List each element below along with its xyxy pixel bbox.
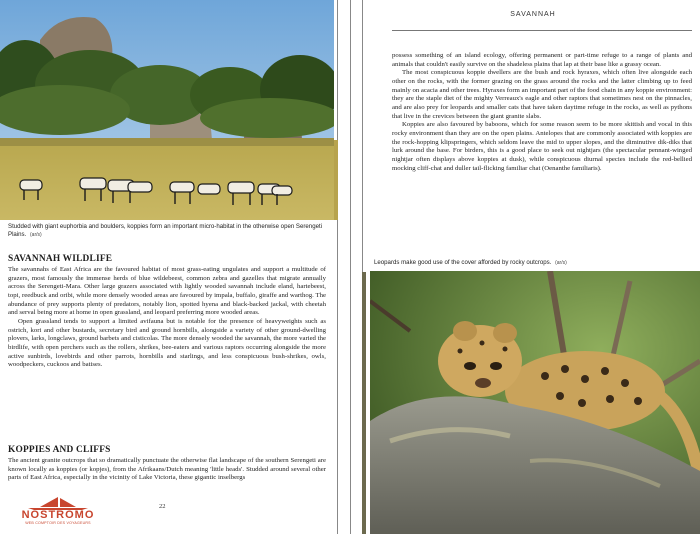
savannah-koppie-photo: [0, 0, 334, 220]
paragraph: Open grassland tends to support a limited avifauna but is notable for the presence of heavyweights such as ostrich, kori and other bustards, secretary bird and ground hornbills, alongside a variety of other ground-dwelling plovers, larks, longclaws, ground barbets and cisticolas. The more densely wooded the savannah, the more varied the birdlife, with open perchers such as the rollers, shrikes, bee-eaters and various raptors occurring alongside the more active sunbirds, lovebirds and other parrots, hornbills and starlings, and less conspicuous bush-shrikes, owls, woodpeckers, cuckoos and batises.: [8, 317, 326, 369]
section-heading-savannah-wildlife: SAVANNAH WILDLIFE: [8, 254, 113, 264]
logo-name: NOSTROMO: [21, 509, 95, 521]
book-gutter: [334, 0, 366, 534]
paragraph: possess something of an island ecology, offering permanent or part-time refuge to a range of plants and animals that couldn't easily survive on the shadeless plains that lap at their base like a grassy ocean.: [392, 52, 692, 68]
header-rule: [392, 30, 692, 31]
paragraph: The ancient granite outcrops that so dramatically punctuate the otherwise flat landscape of the southern Serengeti are known locally as koppies (or kopjes), from the Afrikaans/Dutch meaning 'little heads'. Studded around several other parts of East Africa, especially in the vicinity of Lake Victoria, these gigantic inselbergs: [8, 457, 326, 482]
leopard-photo: [370, 271, 700, 534]
section-heading-koppies-and-cliffs: KOPPIES AND CLIFFS: [8, 445, 111, 455]
nostromo-logo: [6, 496, 110, 528]
leopard-on-rock-illustration: [370, 271, 700, 534]
koppies-continued-text: [392, 52, 692, 173]
koppies-text: [8, 457, 326, 483]
paragraph: The most conspicuous koppie dwellers are the bush and rock hyraxes, which often live alongside each other on the rocks, with the former grazing on the grass around the rocks and the latter climbing up to feed mainly on acacia and other trees. Hyraxes form an important part of the food chain in any koppie environment: they are the staple diet of the mighty Verreaux's eagle and other raptors that sometimes nest on the pinnacles, and are also prey for leopards and smaller cats that have taken daytime refuge in the rocks, as well as pythons that live in the crevices between the giant granite slabs.: [392, 69, 692, 120]
page-number: 22: [159, 503, 166, 510]
ship-icon: [18, 496, 98, 510]
caption-text: Studded with giant euphorbia and boulders, koppies form an important micro-habitat in the otherwise open Serengeti Plains.: [8, 223, 323, 239]
running-header: SAVANNAH: [510, 11, 556, 18]
paragraph: Koppies are also favoured by baboons, which for some reason seem to be more skittish and vocal in this rocky environment than they are on the open plains. Antelopes that are commonly associated with koppies are the rock-hopping klipspringers, which seldom leave the mid to upper slopes, and the diminutive dik-diks that lurk around the base. For birders, this is a good place to seek out nightjars (the spectacular pennant-winged nightjar often displays above koppies at dusk), while conspicuous diurnal species include the red-bellied mocking cliff-chat and duller tail-flicking familiar chat (Oenanthe familiaris).: [392, 121, 692, 172]
right-page: [366, 0, 700, 534]
logo-tagline: WEB COMPTOIR DES VOYAGEURS: [25, 521, 91, 525]
savannah-koppie-illustration: [0, 0, 334, 220]
savannah-wildlife-text: [8, 266, 326, 370]
photo-credit: (ar/s): [30, 232, 42, 239]
photo-credit: (ar/s): [555, 260, 567, 266]
savannah-photo-caption: [8, 223, 326, 240]
left-page: [0, 0, 334, 534]
caption-text: Leopards make good use of the cover afforded by rocky outcrops.: [374, 259, 552, 266]
paragraph: The savannahs of East Africa are the favoured habitat of most grass-eating ungulates and support a multitude of grazers, most famously the immense herds of blue wildebeest, common zebra and gazelles that migrate annually across the Serengeti-Mara. Other large grazers associated with lightly wooded savannah include eland, hartebeest, topi, reedbuck and oribi, while more densely wooded areas are favoured by impala, buffalo, giraffe and warthog. The abundance of prey supports plenty of predators, notably lion, spotted hyena and black-backed jackal, with cheetah and serval being more at home in open grassland, and leopard preferring more wooded areas.: [8, 266, 326, 317]
leopard-photo-caption: [374, 259, 694, 267]
